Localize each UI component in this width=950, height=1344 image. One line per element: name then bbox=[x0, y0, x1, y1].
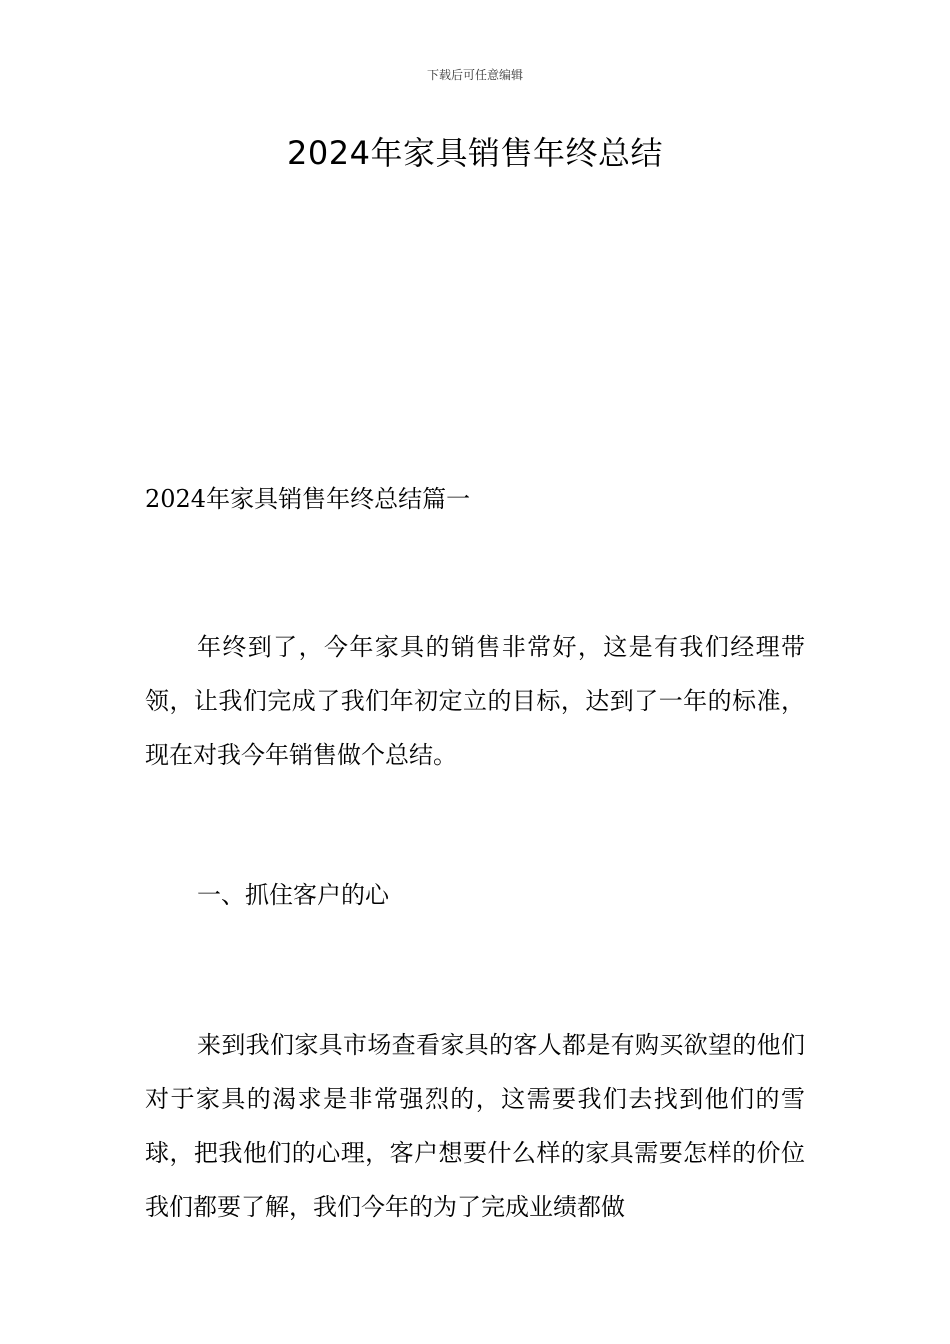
document-title: 2024年家具销售年终总结 bbox=[287, 134, 663, 172]
document-subtitle: 2024年家具销售年终总结篇一 bbox=[145, 485, 471, 513]
paragraph-section-1: 来到我们家具市场查看家具的客人都是有购买欲望的他们对于家具的渴求是非常强烈的，这需要我们去找到他们的雪球，把我他们的心理，客户想要什么样的家具需要怎样的价位我们都要了解，我们今年的为了完成业绩都做 bbox=[145, 1031, 805, 1221]
paragraph-intro: 年终到了，今年家具的销售非常好，这是有我们经理带领，让我们完成了我们年初定立的目标，达到了一年的标准，现在对我今年销售做个总结。 bbox=[145, 633, 805, 769]
header-note: 下载后可任意编辑 bbox=[426, 68, 523, 82]
section-heading-1: 一、抓住客户的心 bbox=[197, 881, 389, 909]
